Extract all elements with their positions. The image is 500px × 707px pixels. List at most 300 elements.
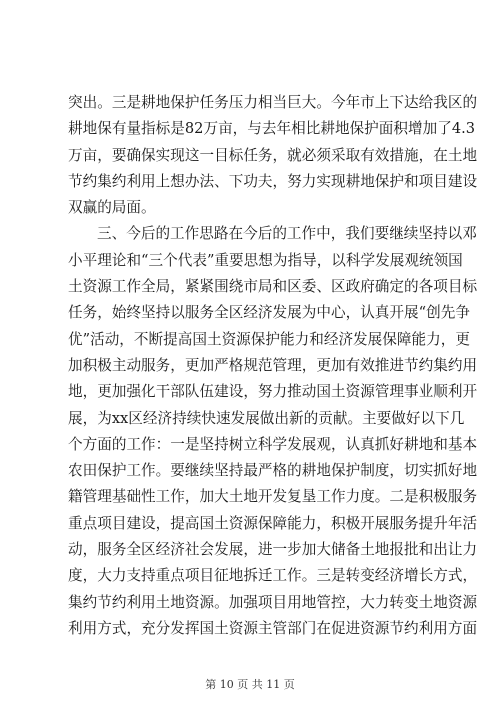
glyph: 区 — [330, 278, 346, 296]
glyph: 工 — [126, 435, 142, 453]
glyph: 点 — [170, 567, 185, 585]
glyph: 观 — [404, 251, 419, 269]
glyph: 。 — [301, 567, 317, 585]
glyph: 是 — [184, 435, 200, 453]
glyph: 给 — [418, 94, 434, 111]
glyph: 方 — [433, 567, 448, 585]
glyph: 发 — [230, 409, 246, 427]
glyph: 加 — [422, 120, 438, 138]
glyph: 主 — [111, 356, 127, 374]
glyph: 一 — [272, 541, 288, 559]
glyph: 上 — [374, 94, 390, 111]
glyph: 加 — [111, 383, 127, 401]
glyph: 科 — [257, 435, 273, 453]
glyph: 积 — [393, 120, 408, 138]
glyph: 转 — [389, 593, 405, 611]
glyph: 工 — [126, 462, 142, 480]
glyph: 紧 — [199, 278, 215, 296]
glyph: 地 — [155, 94, 171, 111]
glyph: 真 — [374, 304, 390, 322]
glyph: 。 — [374, 488, 390, 506]
glyph: 代 — [177, 251, 193, 269]
glyph: ， — [389, 462, 405, 480]
glyph: 继 — [184, 462, 200, 480]
glyph: 础 — [126, 488, 142, 506]
glyph: 增 — [404, 567, 419, 585]
glyph: 让 — [447, 541, 463, 559]
glyph: 全 — [214, 304, 229, 322]
glyph: 节 — [389, 619, 405, 637]
glyph: 作 — [287, 567, 302, 585]
glyph: 耕 — [404, 435, 419, 453]
glyph: 领 — [433, 251, 449, 269]
glyph: 各 — [418, 278, 434, 296]
glyph: 工 — [111, 278, 127, 296]
glyph: 约 — [111, 172, 127, 190]
glyph: 耕 — [301, 462, 317, 480]
glyph: ， — [462, 567, 478, 585]
glyph: 力 — [426, 330, 441, 348]
glyph: 服 — [447, 488, 463, 506]
text-line — [68, 406, 465, 432]
glyph: 作 — [301, 225, 317, 243]
glyph: 护 — [265, 330, 280, 348]
glyph: 达 — [404, 94, 419, 111]
glyph: 亩 — [218, 120, 233, 138]
glyph: 济 — [170, 541, 185, 559]
glyph: 思 — [243, 251, 259, 269]
text-line — [68, 590, 478, 616]
glyph: 约 — [82, 172, 98, 190]
glyph: 变 — [360, 567, 375, 585]
glyph: 任 — [199, 94, 215, 111]
glyph: 耕 — [141, 94, 156, 111]
glyph: 干 — [155, 383, 171, 401]
glyph: 年 — [345, 94, 361, 111]
glyph: 要 — [374, 225, 390, 243]
glyph: 地 — [462, 146, 478, 164]
glyph: 资 — [345, 383, 361, 401]
glyph: ， — [243, 383, 258, 401]
glyph: 复 — [287, 488, 302, 506]
glyph: 强 — [243, 593, 258, 611]
glyph: 护 — [111, 462, 127, 480]
glyph: 能 — [280, 330, 295, 348]
glyph: 基 — [111, 488, 127, 506]
glyph: 度 — [374, 462, 390, 480]
glyph: 确 — [374, 278, 390, 296]
glyph: 利 — [126, 172, 142, 190]
glyph: 三 — [97, 225, 112, 243]
glyph: 目 — [214, 146, 229, 164]
glyph: 用 — [141, 593, 156, 611]
glyph: 巨 — [287, 94, 302, 111]
glyph: 项 — [257, 593, 273, 611]
glyph: 创 — [426, 304, 441, 322]
glyph: 备 — [345, 541, 361, 559]
glyph: 度 — [360, 488, 375, 506]
glyph: 高 — [184, 514, 200, 532]
glyph: 出 — [433, 541, 448, 559]
glyph: 理 — [97, 488, 112, 506]
glyph: ， — [82, 409, 98, 427]
glyph: 地 — [68, 383, 83, 401]
glyph: 建 — [126, 514, 142, 532]
glyph: ， — [440, 330, 456, 348]
glyph: 为 — [97, 409, 112, 427]
glyph: 区 — [287, 278, 302, 296]
glyph: 节 — [404, 356, 419, 374]
glyph: 目 — [272, 593, 288, 611]
glyph: 经 — [142, 409, 158, 427]
glyph: 能 — [287, 514, 302, 532]
glyph: 今 — [126, 225, 141, 243]
glyph: 统 — [418, 251, 434, 269]
glyph: 实 — [316, 172, 331, 190]
glyph: 管 — [316, 593, 331, 611]
glyph: 认 — [360, 304, 375, 322]
glyph: 资 — [360, 619, 375, 637]
glyph: 思 — [199, 225, 214, 243]
glyph: 约 — [447, 356, 463, 374]
glyph: 作 — [170, 488, 185, 506]
glyph: 障 — [272, 514, 288, 532]
glyph: 地 — [243, 488, 258, 506]
glyph: 济 — [389, 567, 405, 585]
glyph: 动 — [68, 541, 83, 559]
glyph: 为 — [301, 304, 317, 322]
glyph: ： — [155, 435, 171, 453]
glyph: 源 — [374, 619, 390, 637]
glyph: 发 — [170, 619, 185, 637]
glyph: 比 — [305, 120, 321, 138]
glyph: 保 — [257, 514, 273, 532]
glyph: 国 — [199, 514, 215, 532]
glyph: 服 — [97, 541, 112, 559]
glyph: 局 — [257, 278, 273, 296]
glyph: 源 — [236, 330, 251, 348]
text-line — [68, 484, 478, 510]
glyph: 护 — [389, 172, 405, 190]
glyph: 增 — [407, 120, 423, 138]
glyph: 标 — [462, 278, 478, 296]
glyph: 充 — [141, 619, 156, 637]
glyph: 用 — [82, 619, 98, 637]
glyph: 相 — [291, 120, 306, 138]
glyph: 必 — [301, 146, 317, 164]
text-line — [68, 274, 478, 300]
glyph: 优 — [68, 330, 83, 348]
glyph: 建 — [214, 383, 229, 401]
glyph: 平 — [82, 251, 98, 269]
glyph: 国 — [448, 251, 463, 269]
glyph: ， — [316, 514, 331, 532]
glyph: 严 — [257, 462, 273, 480]
glyph: 积 — [418, 488, 434, 506]
glyph: 土 — [206, 330, 222, 348]
glyph: 报 — [389, 541, 405, 559]
glyph: 力 — [301, 514, 317, 532]
glyph: 标 — [155, 120, 171, 138]
glyph: 济 — [338, 330, 354, 348]
glyph: 土 — [360, 541, 375, 559]
glyph: 极 — [345, 514, 361, 532]
glyph: 出 — [82, 94, 98, 111]
glyph: 展 — [228, 541, 244, 559]
glyph: 制 — [360, 462, 375, 480]
glyph: 紧 — [184, 278, 200, 296]
glyph: 步 — [287, 541, 302, 559]
glyph: 设 — [462, 172, 478, 190]
glyph: 垦 — [301, 488, 317, 506]
glyph: 极 — [433, 488, 448, 506]
text-line — [68, 537, 478, 563]
glyph: 好 — [389, 435, 405, 453]
glyph: 转 — [345, 567, 361, 585]
glyph: 加 — [199, 356, 215, 374]
glyph: 们 — [359, 225, 375, 243]
text-line — [68, 143, 478, 169]
document-body — [68, 90, 478, 642]
glyph: 工 — [170, 225, 185, 243]
glyph: 、 — [316, 278, 331, 296]
glyph: 利 — [68, 619, 83, 637]
glyph: ， — [97, 304, 112, 322]
glyph: 地 — [462, 462, 478, 480]
glyph: 。 — [155, 462, 171, 480]
glyph: 定 — [389, 278, 405, 296]
glyph: 二 — [389, 488, 405, 506]
glyph: 约 — [111, 593, 127, 611]
glyph: 约 — [82, 593, 98, 611]
glyph: 节 — [97, 593, 112, 611]
glyph: 市 — [243, 278, 258, 296]
glyph: 出 — [274, 409, 289, 427]
glyph: ， — [82, 383, 98, 401]
glyph: 籍 — [68, 488, 83, 506]
glyph: 耕 — [345, 172, 361, 190]
glyph: 府 — [360, 278, 375, 296]
glyph: 开 — [257, 488, 273, 506]
glyph: 后 — [257, 225, 273, 243]
glyph: 指 — [287, 251, 303, 269]
glyph: 能 — [411, 330, 427, 348]
glyph: 速 — [215, 409, 231, 427]
glyph: 地 — [228, 567, 244, 585]
glyph: 式 — [447, 567, 463, 585]
glyph: ， — [82, 567, 98, 585]
glyph: 作 — [330, 488, 346, 506]
glyph: 保 — [382, 330, 397, 348]
glyph: 土 — [155, 593, 171, 611]
glyph: 资 — [184, 593, 200, 611]
glyph: 利 — [126, 593, 142, 611]
glyph: 大 — [214, 488, 229, 506]
glyph: 坚 — [214, 462, 229, 480]
glyph: 迁 — [257, 567, 273, 585]
glyph: 作 — [184, 225, 200, 243]
glyph: 主 — [362, 409, 377, 427]
glyph: 的 — [303, 409, 319, 427]
text-line — [68, 458, 478, 484]
glyph: 进 — [257, 541, 273, 559]
glyph: 分 — [155, 619, 171, 637]
glyph: 积 — [330, 514, 346, 532]
glyph: 资 — [228, 514, 244, 532]
glyph: 格 — [272, 462, 288, 480]
glyph: 想 — [170, 172, 185, 190]
glyph: ， — [345, 304, 361, 322]
glyph: 大 — [301, 94, 317, 111]
glyph: 理 — [287, 356, 302, 374]
glyph: 法 — [199, 172, 215, 190]
glyph: 支 — [126, 567, 142, 585]
glyph: 利 — [418, 619, 434, 637]
glyph: 坚 — [141, 304, 156, 322]
glyph: 开 — [462, 383, 478, 401]
glyph: 范 — [257, 356, 273, 374]
glyph: 土 — [447, 146, 463, 164]
glyph: 区 — [141, 541, 156, 559]
glyph: 在 — [316, 619, 331, 637]
glyph: 部 — [170, 383, 185, 401]
glyph: 严 — [214, 356, 229, 374]
glyph: 争 — [455, 304, 470, 322]
glyph: 地 — [374, 541, 390, 559]
glyph: 努 — [287, 172, 302, 190]
glyph: ， — [243, 541, 258, 559]
glyph: 展 — [389, 251, 405, 269]
glyph: 用 — [462, 356, 478, 374]
glyph: 作 — [141, 435, 156, 453]
glyph: ， — [330, 225, 346, 243]
glyph: 和 — [404, 172, 419, 190]
glyph: 目 — [199, 567, 215, 585]
glyph: 认 — [345, 435, 361, 453]
glyph: 。 — [97, 94, 112, 111]
glyph: 采 — [330, 146, 346, 164]
glyph: 夫 — [257, 172, 273, 190]
glyph: 好 — [447, 462, 463, 480]
glyph: 效 — [360, 356, 375, 374]
glyph: 基 — [447, 435, 463, 453]
glyph: 个 — [163, 251, 178, 269]
glyph: 源 — [243, 514, 258, 532]
glyph: 路 — [213, 225, 229, 243]
glyph: 坚 — [418, 225, 434, 243]
glyph: 在 — [433, 146, 448, 164]
glyph: ， — [126, 619, 142, 637]
glyph: 突 — [68, 94, 83, 111]
glyph: 的 — [272, 225, 287, 243]
glyph: 务 — [404, 514, 419, 532]
glyph: ” — [206, 251, 215, 269]
glyph: 资 — [82, 278, 98, 296]
glyph: 大 — [360, 593, 375, 611]
glyph: 土 — [418, 593, 434, 611]
glyph: 务 — [155, 356, 171, 374]
glyph: 续 — [199, 462, 215, 480]
glyph: 拆 — [243, 567, 258, 585]
glyph: 管 — [272, 619, 288, 637]
glyph: 大 — [97, 567, 112, 585]
text-line — [68, 327, 470, 353]
glyph: 理 — [97, 251, 112, 269]
glyph: 保 — [330, 462, 346, 480]
glyph: 学 — [272, 435, 288, 453]
glyph: 护 — [345, 462, 361, 480]
glyph: 推 — [374, 356, 390, 374]
glyph: ， — [418, 146, 434, 164]
glyph: 顺 — [433, 383, 448, 401]
glyph: 集 — [97, 172, 112, 190]
glyph: 经 — [243, 304, 258, 322]
glyph: 要 — [170, 462, 185, 480]
glyph: 最 — [243, 462, 258, 480]
glyph: 展 — [301, 435, 317, 453]
glyph: 学 — [360, 251, 376, 269]
text-line — [68, 432, 478, 458]
glyph: 为 — [272, 251, 288, 269]
glyph: 地 — [433, 593, 448, 611]
glyph: 地 — [82, 120, 98, 138]
glyph: 和 — [309, 330, 324, 348]
glyph: 土 — [214, 514, 229, 532]
glyph: 持 — [141, 567, 156, 585]
glyph: 我 — [345, 225, 360, 243]
glyph: 邓 — [462, 225, 477, 243]
glyph: 任 — [243, 146, 258, 164]
glyph: 保 — [170, 94, 185, 111]
glyph: 项 — [418, 172, 434, 190]
glyph: 抓 — [433, 462, 448, 480]
glyph: 加 — [330, 356, 346, 374]
glyph: 本 — [462, 435, 478, 453]
glyph: 经 — [155, 541, 171, 559]
glyph: 进 — [389, 356, 405, 374]
glyph: 中 — [316, 304, 331, 322]
glyph: 土 — [68, 278, 83, 296]
text-line — [68, 511, 478, 537]
glyph: 一 — [170, 435, 185, 453]
glyph: 作 — [141, 462, 156, 480]
glyph: 的 — [111, 435, 127, 453]
glyph: 须 — [316, 146, 331, 164]
glyph: 持 — [172, 409, 187, 427]
glyph: 年 — [447, 514, 463, 532]
glyph: 设 — [141, 514, 156, 532]
glyph: 开 — [360, 514, 375, 532]
glyph: 目 — [433, 172, 448, 190]
glyph: ， — [316, 251, 332, 269]
glyph: 万 — [68, 146, 83, 164]
glyph: 度 — [68, 567, 83, 585]
glyph: 济 — [157, 409, 173, 427]
glyph: 节 — [68, 172, 83, 190]
glyph: 约 — [418, 356, 434, 374]
glyph: 门 — [301, 619, 317, 637]
glyph: 展 — [404, 304, 419, 322]
glyph: 保 — [97, 120, 112, 138]
glyph: 努 — [257, 383, 273, 401]
glyph: 资 — [228, 619, 244, 637]
glyph: 新 — [289, 409, 304, 427]
glyph: 了 — [437, 120, 452, 138]
glyph: 继 — [389, 225, 404, 243]
glyph: ， — [345, 593, 361, 611]
glyph: 。 — [214, 593, 229, 611]
glyph: 工 — [286, 225, 302, 243]
